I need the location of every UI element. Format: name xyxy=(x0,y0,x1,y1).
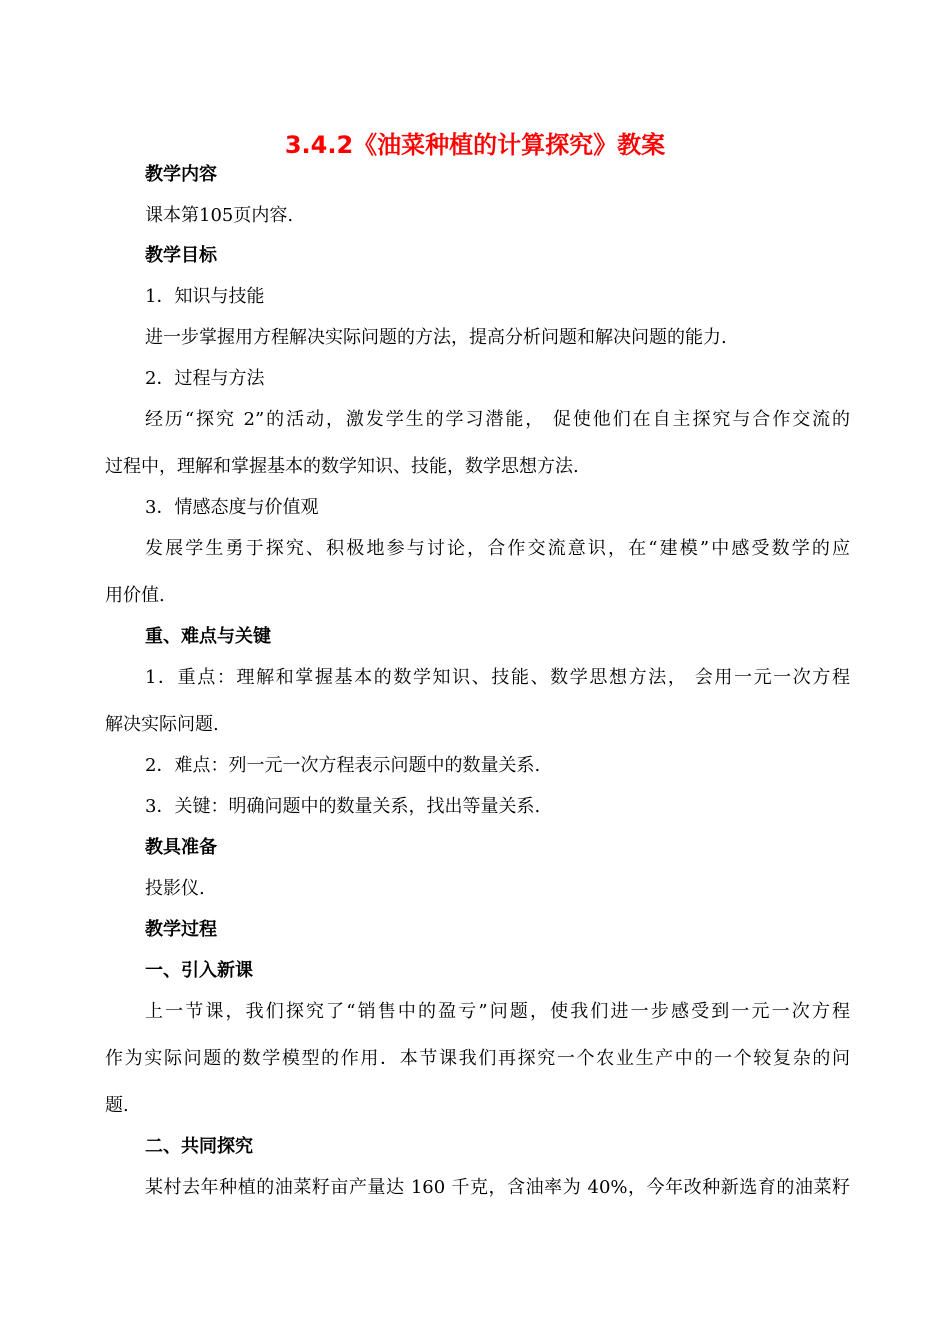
goal-1-label: 1．知识与技能 xyxy=(145,286,265,307)
heading-teaching-aids: 教具准备 xyxy=(145,837,217,858)
document-title: 3.4.2《油菜种植的计算探究》教案 xyxy=(284,131,666,159)
goal-3-text-line-2: 用价值. xyxy=(105,585,165,606)
intro-paragraph-line-2: 作为实际问题的数学模型的作用．本节课我们再探究一个农业生产中的一个较复杂的问 xyxy=(105,1048,850,1069)
key-point-2: 2．难点：列一元一次方程表示问题中的数量关系. xyxy=(145,755,541,776)
heading-teaching-process: 教学过程 xyxy=(145,919,217,940)
text-teaching-aids: 投影仪. xyxy=(145,878,205,899)
goal-2-label: 2．过程与方法 xyxy=(145,368,265,389)
text-teaching-content: 课本第105页内容. xyxy=(145,205,294,226)
key-point-1-line-1: 1．重点：理解和掌握基本的数学知识、技能、数学思想方法， 会用一元一次方程 xyxy=(145,667,850,688)
heading-teaching-goals: 教学目标 xyxy=(145,245,217,266)
key-point-3: 3．关键：明确问题中的数量关系，找出等量关系. xyxy=(145,796,541,817)
goal-3-text-line-1: 发展学生勇于探究、积极地参与讨论，合作交流意识，在“建模”中感受数学的应 xyxy=(145,538,850,559)
heading-teaching-content: 教学内容 xyxy=(145,164,217,185)
heading-key-points: 重、难点与关键 xyxy=(145,626,271,647)
subheading-introduction: 一、引入新课 xyxy=(145,960,253,981)
exploration-paragraph-line-1: 某村去年种植的油菜籽亩产量达 160 千克，含油率为 40%，今年改种新选育的油菜籽 xyxy=(145,1177,850,1198)
subheading-joint-exploration: 二、共同探究 xyxy=(145,1136,253,1157)
goal-1-text: 进一步掌握用方程解决实际问题的方法，提高分析问题和解决问题的能力. xyxy=(145,327,727,348)
goal-2-text-line-2: 过程中，理解和掌握基本的数学知识、技能，数学思想方法. xyxy=(105,456,579,477)
goal-3-label: 3．情感态度与价值观 xyxy=(145,497,319,518)
goal-2-text-line-1: 经历“探究 2”的活动，激发学生的学习潜能， 促使他们在自主探究与合作交流的 xyxy=(145,409,850,430)
intro-paragraph-line-3: 题. xyxy=(105,1095,129,1116)
key-point-1-line-2: 解决实际问题. xyxy=(105,714,219,735)
intro-paragraph-line-1: 上一节课，我们探究了“销售中的盈亏”问题，使我们进一步感受到一元一次方程 xyxy=(145,1001,850,1022)
